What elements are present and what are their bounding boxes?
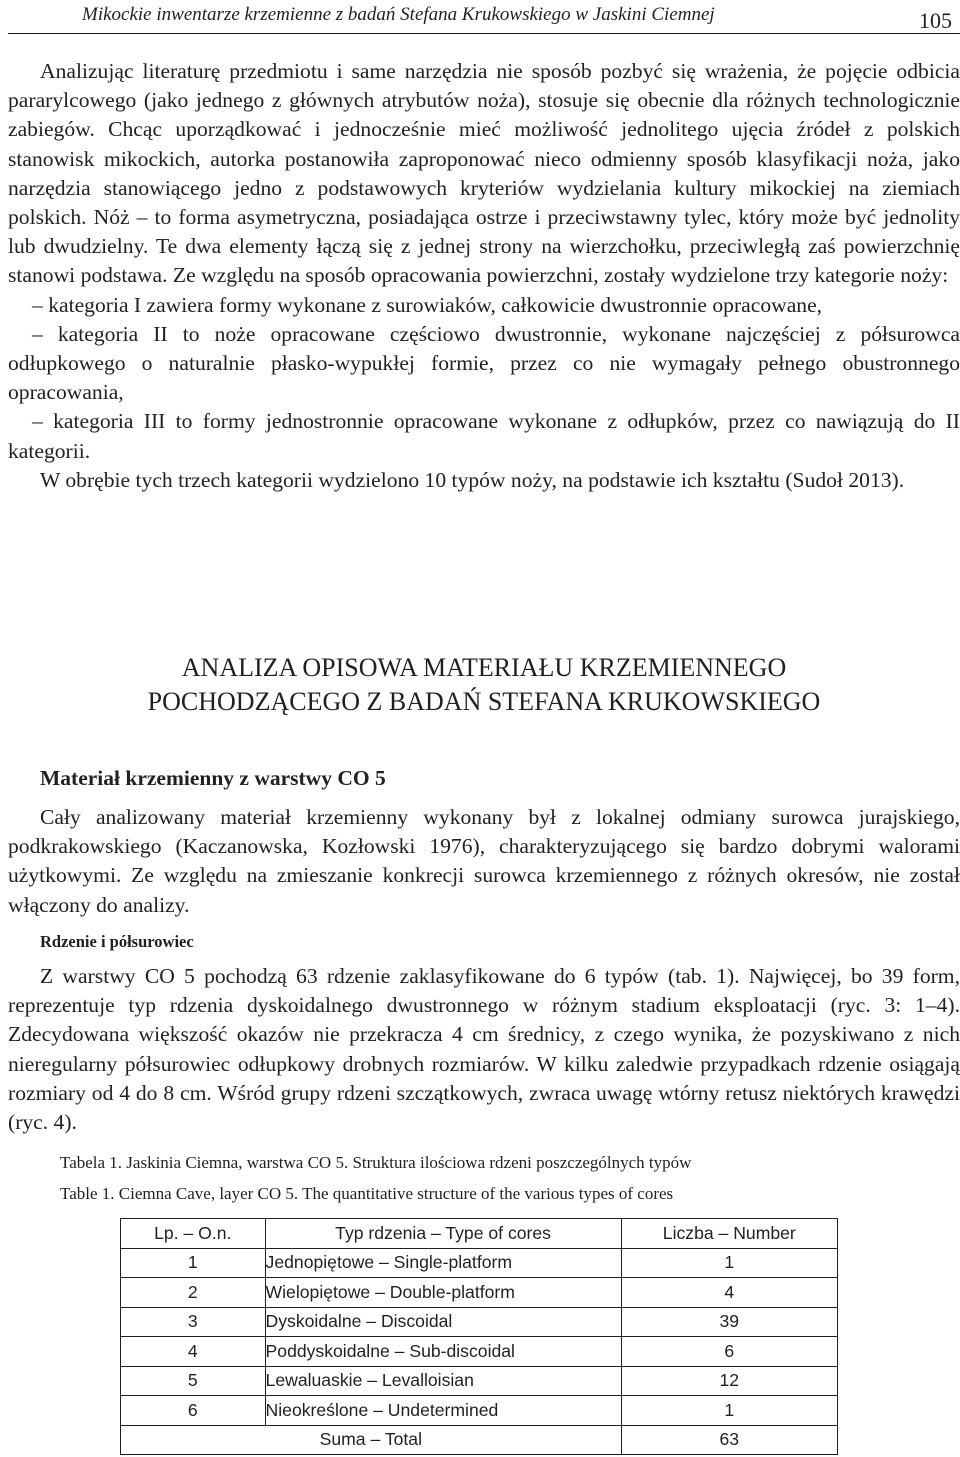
cell-count: 6 bbox=[621, 1337, 837, 1367]
cell-lp: 4 bbox=[121, 1337, 266, 1367]
cell-count: 1 bbox=[621, 1396, 837, 1426]
paragraph-knife-types: W obrębie tych trzech kategorii wydzielono 10 typów noży, na podstawie ich kształtu (Sudoł 2013). bbox=[40, 467, 905, 492]
running-title: Mikockie inwentarze krzemienne z badań Stefana Krukowskiego w Jaskini Ciemnej bbox=[82, 4, 715, 25]
cell-type: Nieokreślone – Undetermined bbox=[265, 1396, 621, 1426]
list-item-category-1: – kategoria I zawiera formy wykonane z surowiaków, całkowicie dwustronnie opracowane, bbox=[32, 292, 823, 317]
cell-type: Jednopiętowe – Single-platform bbox=[265, 1248, 621, 1278]
table-row bbox=[121, 1337, 838, 1367]
cell-count: 12 bbox=[621, 1366, 837, 1396]
core-types-table bbox=[120, 1218, 838, 1455]
section-title-line-1: ANALIZA OPISOWA MATERIAŁU KRZEMIENNEGO bbox=[181, 653, 787, 682]
table-row bbox=[121, 1396, 838, 1426]
header-rule bbox=[8, 33, 960, 34]
section-title bbox=[8, 651, 960, 719]
table-row bbox=[121, 1366, 838, 1396]
cell-type: Dyskoidalne – Discoidal bbox=[265, 1307, 621, 1337]
paragraph-knife-definition: Analizując literaturę przedmiotu i same narzędzia nie sposób pozbyć się wrażenia, że pojęcie odbicia pararylcowego (jako jednego z głównych atrybutów noża), stosuje się obecnie dla różnych technologicznie zabiegów. Chcąc uporządkować i jednocześnie mieć możliwość jednolitego ujęcia źródeł z polskich stanowisk mikockich, autorka postanowiła zaproponować nieco odmienny sposób klasyfikacji noża, jako narzędzia stanowiącego jedno z podstawowych kryteriów wydzielania kultury mikockiej na ziemiach polskich. Nóż – to forma asymetryczna, posiadająca ostrze i przeciwstawny tylec, który może być jednolity lub dwudzielny. Te dwa elementy łączą się z jednej strony na wierzchołku, przeciwległą zaś powierzchnię stanowi podstawa. Ze względu na sposób opracowania powierzchni, zostały wydzielone trzy kategorie noży: bbox=[8, 59, 960, 288]
cell-count: 4 bbox=[621, 1278, 837, 1308]
section-title-line-2: POCHODZĄCEGO Z BADAŃ STEFANA KRUKOWSKIEGO bbox=[147, 687, 821, 716]
header-lp: Lp. – O.n. bbox=[121, 1219, 266, 1249]
table-total-row bbox=[121, 1425, 838, 1455]
running-header bbox=[82, 4, 958, 33]
cell-lp: 2 bbox=[121, 1278, 266, 1308]
header-count: Liczba – Number bbox=[621, 1219, 837, 1249]
cell-type: Poddyskoidalne – Sub-discoidal bbox=[265, 1337, 621, 1367]
list-item-category-2: – kategoria II to noże opracowane częściowo dwustronnie, wykonane najczęściej z półsurowca odłupkowego o naturalnie płasko-wypukłej formie, przez co nie wymagały pełnego obustronnego opracowania, bbox=[8, 321, 960, 405]
cell-lp: 5 bbox=[121, 1366, 266, 1396]
table-row bbox=[121, 1278, 838, 1308]
intro-text bbox=[8, 57, 960, 495]
table-row bbox=[121, 1307, 838, 1337]
cell-lp: 1 bbox=[121, 1248, 266, 1278]
table-row bbox=[121, 1248, 838, 1278]
table-header-row bbox=[121, 1219, 838, 1249]
table-caption-pl: Tabela 1. Jaskinia Ciemna, warstwa CO 5. Struktura ilościowa rdzeni poszczególnych typów bbox=[60, 1153, 692, 1172]
cell-type: Wielopiętowe – Double-platform bbox=[265, 1278, 621, 1308]
total-label: Suma – Total bbox=[121, 1425, 622, 1455]
header-type: Typ rdzenia – Type of cores bbox=[265, 1219, 621, 1249]
cell-type: Lewaluaskie – Levalloisian bbox=[265, 1366, 621, 1396]
total-count: 63 bbox=[621, 1425, 837, 1455]
table-caption-en: Table 1. Ciemna Cave, layer CO 5. The quantitative structure of the various types of cores bbox=[60, 1184, 674, 1203]
cell-lp: 6 bbox=[121, 1396, 266, 1426]
list-item-category-3: – kategoria III to formy jednostronnie opracowane wykonane z odłupków, przez co nawiązują do II kategorii. bbox=[8, 409, 960, 463]
cell-lp: 3 bbox=[121, 1307, 266, 1337]
subsection-title: Materiał krzemienny z warstwy CO 5 bbox=[40, 766, 386, 790]
paragraph-raw-material: Cały analizowany materiał krzemienny wykonany był z lokalnej odmiany surowca jurajskiego, podkrakowskiego (Kaczanowska, Kozłowski 1976), charakteryzującego się bardzo dobrymi walorami użytkowymi. Ze względu na zmieszanie konkrecji surowca krzemiennego z różnych okresów, nie został włączony do analizy. bbox=[8, 805, 960, 917]
paragraph-cores: Z warstwy CO 5 pochodzą 63 rdzenie zaklasyfikowane do 6 typów (tab. 1). Najwięcej, bo 39 form, reprezentuje typ rdzenia dyskoidalnego dwustronnego w różnym stadium eksploatacji (ryc. 3: 1–4). Zdecydowana większość okazów nie przekracza 4 cm średnicy, z czego wynika, że pozyskiwano z nich nieregularny półsurowiec odłupkowy drobnych rozmiarów. W kilku zaledwie przypadkach rdzenie osiągają rozmiary od 4 do 8 cm. Wśród grupy rdzeni szczątkowych, zwraca uwagę wtórny retusz niektórych krawędzi (ryc. 4). bbox=[8, 964, 960, 1135]
page-number: 105 bbox=[919, 8, 952, 33]
subsubsection-title: Rdzenie i półsurowiec bbox=[40, 932, 194, 951]
cell-count: 39 bbox=[621, 1307, 837, 1337]
cell-count: 1 bbox=[621, 1248, 837, 1278]
